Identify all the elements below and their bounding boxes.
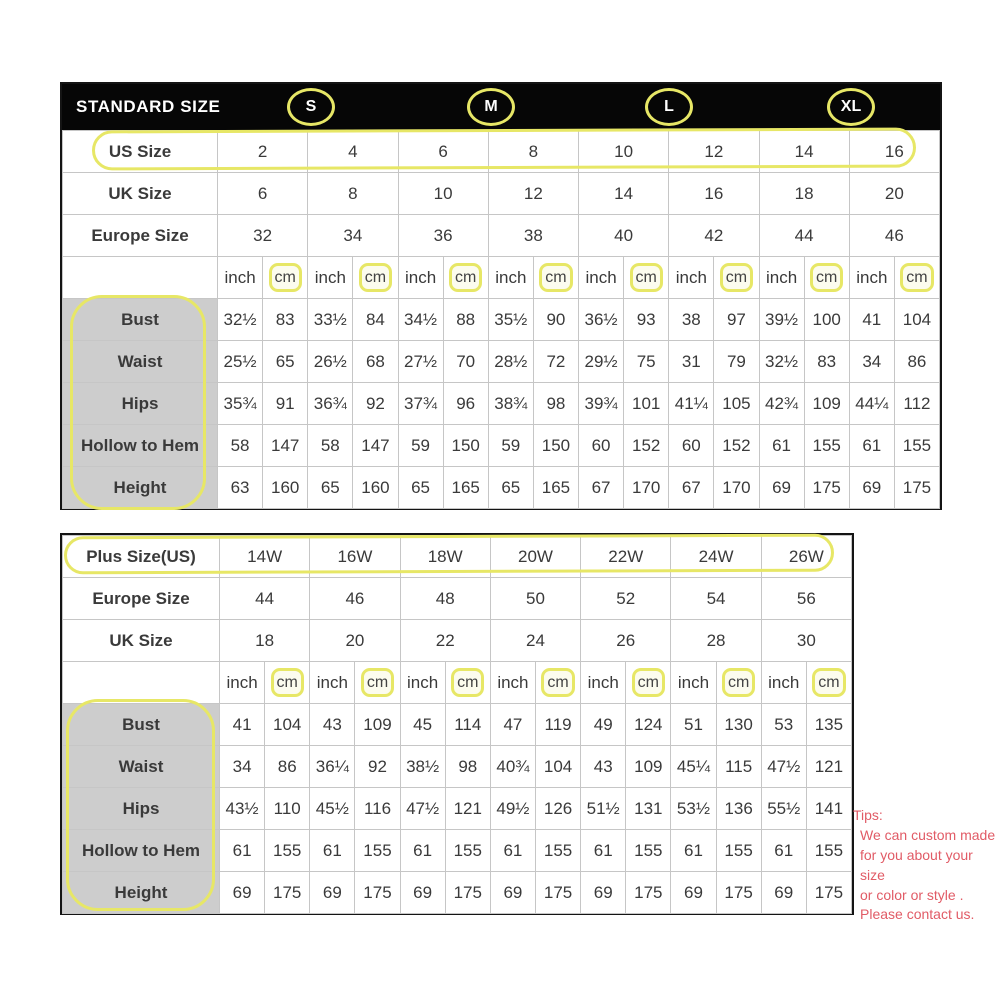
cm-unit-cell bbox=[714, 257, 759, 299]
size-value-cell: 18 bbox=[220, 620, 310, 662]
size-value-cell: 4 bbox=[308, 131, 398, 173]
cm-unit-cell bbox=[533, 257, 578, 299]
measurement-value-cell: 100 bbox=[804, 299, 849, 341]
measurement-value-cell: 131 bbox=[626, 788, 671, 830]
size-letter-circle-s: S bbox=[287, 88, 335, 126]
size-row-label: Europe Size bbox=[63, 578, 220, 620]
measurement-value-cell: 130 bbox=[716, 704, 761, 746]
measurement-value-cell: 32½ bbox=[759, 341, 804, 383]
size-value-cell: 56 bbox=[761, 578, 851, 620]
measurement-value-cell: 58 bbox=[308, 425, 353, 467]
cm-unit-cell bbox=[535, 662, 580, 704]
size-value-cell: 54 bbox=[671, 578, 761, 620]
measurement-value-cell: 69 bbox=[671, 872, 716, 914]
inch-unit-cell: inch bbox=[490, 662, 535, 704]
measurement-value-cell: 61 bbox=[849, 425, 894, 467]
size-value-cell: 44 bbox=[759, 215, 849, 257]
measurement-value-cell: 86 bbox=[894, 341, 939, 383]
inch-unit-cell: inch bbox=[400, 662, 445, 704]
size-row bbox=[63, 620, 852, 662]
size-value-cell: 10 bbox=[579, 131, 669, 173]
measurement-value-cell: 69 bbox=[220, 872, 265, 914]
cm-unit-cell bbox=[716, 662, 761, 704]
measurement-row bbox=[63, 467, 940, 509]
measurement-value-cell: 25½ bbox=[218, 341, 263, 383]
standard-size-title: STANDARD SIZE bbox=[76, 97, 221, 116]
measurement-value-cell: 53 bbox=[761, 704, 806, 746]
size-value-cell: 10 bbox=[398, 173, 488, 215]
measurement-value-cell: 53½ bbox=[671, 788, 716, 830]
cm-unit-cell bbox=[804, 257, 849, 299]
cm-highlight-box: cm bbox=[539, 263, 572, 292]
measurement-value-cell: 65 bbox=[263, 341, 308, 383]
measurement-value-cell: 141 bbox=[806, 788, 851, 830]
size-value-cell: 22W bbox=[581, 536, 671, 578]
measurement-row-label: Waist bbox=[63, 341, 218, 383]
measurement-value-cell: 41 bbox=[849, 299, 894, 341]
measurement-value-cell: 55½ bbox=[761, 788, 806, 830]
tips-line: for you about your size bbox=[860, 846, 973, 883]
cm-highlight-box: cm bbox=[361, 668, 394, 697]
measurement-value-cell: 124 bbox=[626, 704, 671, 746]
size-value-cell: 8 bbox=[308, 173, 398, 215]
measurement-value-cell: 155 bbox=[716, 830, 761, 872]
cm-unit-cell bbox=[806, 662, 851, 704]
measurement-value-cell: 155 bbox=[806, 830, 851, 872]
inch-unit-cell: inch bbox=[220, 662, 265, 704]
measurement-value-cell: 86 bbox=[265, 746, 310, 788]
measurement-value-cell: 51½ bbox=[581, 788, 626, 830]
size-value-cell: 24 bbox=[490, 620, 580, 662]
measurement-value-cell: 155 bbox=[804, 425, 849, 467]
measurement-value-cell: 121 bbox=[806, 746, 851, 788]
measurement-value-cell: 65 bbox=[488, 467, 533, 509]
measurement-row bbox=[63, 746, 852, 788]
cm-highlight-box: cm bbox=[900, 263, 933, 292]
measurement-value-cell: 60 bbox=[579, 425, 624, 467]
size-value-cell: 34 bbox=[308, 215, 398, 257]
size-value-cell: 20 bbox=[849, 173, 939, 215]
cm-highlight-box: cm bbox=[449, 263, 482, 292]
cm-unit-cell bbox=[263, 257, 308, 299]
measurement-value-cell: 47½ bbox=[761, 746, 806, 788]
measurement-row-label: Height bbox=[63, 467, 218, 509]
measurement-value-cell: 59 bbox=[488, 425, 533, 467]
cm-unit-cell bbox=[265, 662, 310, 704]
cm-unit-cell bbox=[894, 257, 939, 299]
inch-unit-cell: inch bbox=[671, 662, 716, 704]
measurement-value-cell: 150 bbox=[443, 425, 488, 467]
measurement-value-cell: 69 bbox=[490, 872, 535, 914]
measurement-value-cell: 61 bbox=[671, 830, 716, 872]
measurement-value-cell: 61 bbox=[400, 830, 445, 872]
measurement-value-cell: 136 bbox=[716, 788, 761, 830]
measurement-value-cell: 41 bbox=[220, 704, 265, 746]
size-value-cell: 28 bbox=[671, 620, 761, 662]
measurement-row-label: Hollow to Hem bbox=[63, 425, 218, 467]
measurement-value-cell: 72 bbox=[533, 341, 578, 383]
measurement-value-cell: 28½ bbox=[488, 341, 533, 383]
size-value-cell: 26W bbox=[761, 536, 851, 578]
size-letter-circle-m: M bbox=[467, 88, 515, 126]
measurement-value-cell: 110 bbox=[265, 788, 310, 830]
measurement-value-cell: 36½ bbox=[579, 299, 624, 341]
unit-row bbox=[63, 257, 940, 299]
measurement-value-cell: 51 bbox=[671, 704, 716, 746]
cm-highlight-box: cm bbox=[722, 668, 755, 697]
measurement-value-cell: 115 bbox=[716, 746, 761, 788]
size-value-cell: 18 bbox=[759, 173, 849, 215]
measurement-value-cell: 90 bbox=[533, 299, 578, 341]
inch-unit-cell: inch bbox=[669, 257, 714, 299]
unit-row bbox=[63, 662, 852, 704]
size-value-cell: 14 bbox=[759, 131, 849, 173]
size-value-cell: 42 bbox=[669, 215, 759, 257]
size-row bbox=[63, 578, 852, 620]
measurement-value-cell: 175 bbox=[535, 872, 580, 914]
size-value-cell: 32 bbox=[218, 215, 308, 257]
size-value-cell: 46 bbox=[849, 215, 939, 257]
size-value-cell: 14 bbox=[579, 173, 669, 215]
size-value-cell: 12 bbox=[488, 173, 578, 215]
measurement-row bbox=[63, 383, 940, 425]
measurement-value-cell: 160 bbox=[353, 467, 398, 509]
measurement-value-cell: 170 bbox=[714, 467, 759, 509]
measurement-value-cell: 109 bbox=[355, 704, 400, 746]
measurement-value-cell: 93 bbox=[624, 299, 669, 341]
measurement-value-cell: 40¾ bbox=[490, 746, 535, 788]
size-value-cell: 26 bbox=[581, 620, 671, 662]
measurement-value-cell: 104 bbox=[535, 746, 580, 788]
measurement-value-cell: 49 bbox=[581, 704, 626, 746]
measurement-value-cell: 34 bbox=[220, 746, 265, 788]
measurement-value-cell: 155 bbox=[355, 830, 400, 872]
measurement-row bbox=[63, 704, 852, 746]
size-value-cell: 30 bbox=[761, 620, 851, 662]
measurement-value-cell: 119 bbox=[535, 704, 580, 746]
inch-unit-cell: inch bbox=[310, 662, 355, 704]
measurement-value-cell: 69 bbox=[400, 872, 445, 914]
tips-line: We can custom made bbox=[860, 826, 996, 843]
inch-unit-cell: inch bbox=[218, 257, 263, 299]
measurement-value-cell: 91 bbox=[263, 383, 308, 425]
cm-unit-cell bbox=[626, 662, 671, 704]
measurement-value-cell: 150 bbox=[533, 425, 578, 467]
size-value-cell: 50 bbox=[490, 578, 580, 620]
measurement-row bbox=[63, 872, 852, 914]
measurement-row bbox=[63, 425, 940, 467]
measurement-value-cell: 83 bbox=[263, 299, 308, 341]
measurement-value-cell: 175 bbox=[355, 872, 400, 914]
measurement-value-cell: 112 bbox=[894, 383, 939, 425]
measurement-value-cell: 155 bbox=[265, 830, 310, 872]
measurement-value-cell: 44¼ bbox=[849, 383, 894, 425]
size-row-label: Europe Size bbox=[63, 215, 218, 257]
measurement-value-cell: 58 bbox=[218, 425, 263, 467]
measurement-value-cell: 147 bbox=[263, 425, 308, 467]
measurement-value-cell: 121 bbox=[445, 788, 490, 830]
measurement-value-cell: 69 bbox=[761, 872, 806, 914]
measurement-value-cell: 175 bbox=[445, 872, 490, 914]
inch-unit-cell: inch bbox=[761, 662, 806, 704]
cm-highlight-box: cm bbox=[812, 668, 845, 697]
measurement-value-cell: 96 bbox=[443, 383, 488, 425]
measurement-value-cell: 160 bbox=[263, 467, 308, 509]
standard-size-table bbox=[60, 82, 942, 510]
measurement-value-cell: 27½ bbox=[398, 341, 443, 383]
size-row-label: UK Size bbox=[63, 620, 220, 662]
size-value-cell: 16 bbox=[669, 173, 759, 215]
size-letter-circle-xl: XL bbox=[827, 88, 875, 126]
unit-row-empty-cell bbox=[63, 662, 220, 704]
size-value-cell: 12 bbox=[669, 131, 759, 173]
measurement-value-cell: 92 bbox=[353, 383, 398, 425]
size-value-cell: 46 bbox=[310, 578, 400, 620]
measurement-value-cell: 37¾ bbox=[398, 383, 443, 425]
size-value-cell: 36 bbox=[398, 215, 488, 257]
size-value-cell: 52 bbox=[581, 578, 671, 620]
cm-unit-cell bbox=[443, 257, 488, 299]
measurement-value-cell: 69 bbox=[849, 467, 894, 509]
size-value-cell: 8 bbox=[488, 131, 578, 173]
cm-highlight-box: cm bbox=[359, 263, 392, 292]
measurement-value-cell: 165 bbox=[533, 467, 578, 509]
inch-unit-cell: inch bbox=[849, 257, 894, 299]
measurement-value-cell: 63 bbox=[218, 467, 263, 509]
measurement-value-cell: 35¾ bbox=[218, 383, 263, 425]
inch-unit-cell: inch bbox=[398, 257, 443, 299]
measurement-value-cell: 38½ bbox=[400, 746, 445, 788]
measurement-value-cell: 98 bbox=[445, 746, 490, 788]
measurement-value-cell: 109 bbox=[804, 383, 849, 425]
measurement-value-cell: 43½ bbox=[220, 788, 265, 830]
size-row-label: US Size bbox=[63, 131, 218, 173]
measurement-value-cell: 170 bbox=[624, 467, 669, 509]
size-value-cell: 24W bbox=[671, 536, 761, 578]
size-value-cell: 18W bbox=[400, 536, 490, 578]
measurement-value-cell: 61 bbox=[581, 830, 626, 872]
cm-unit-cell bbox=[445, 662, 490, 704]
measurement-value-cell: 109 bbox=[626, 746, 671, 788]
measurement-value-cell: 105 bbox=[714, 383, 759, 425]
measurement-value-cell: 165 bbox=[443, 467, 488, 509]
size-value-cell: 6 bbox=[398, 131, 488, 173]
cm-highlight-box: cm bbox=[720, 263, 753, 292]
measurement-value-cell: 26½ bbox=[308, 341, 353, 383]
measurement-value-cell: 61 bbox=[490, 830, 535, 872]
measurement-value-cell: 41¼ bbox=[669, 383, 714, 425]
measurement-value-cell: 68 bbox=[353, 341, 398, 383]
measurement-value-cell: 65 bbox=[398, 467, 443, 509]
measurement-value-cell: 70 bbox=[443, 341, 488, 383]
measurement-value-cell: 98 bbox=[533, 383, 578, 425]
measurement-row bbox=[63, 299, 940, 341]
measurement-value-cell: 104 bbox=[894, 299, 939, 341]
plus-size-table bbox=[60, 533, 854, 915]
measurement-row bbox=[63, 341, 940, 383]
inch-unit-cell: inch bbox=[759, 257, 804, 299]
size-value-cell: 16 bbox=[849, 131, 939, 173]
size-row-label: Plus Size(US) bbox=[63, 536, 220, 578]
cm-highlight-box: cm bbox=[810, 263, 843, 292]
tips-line: or color or style . bbox=[860, 886, 964, 903]
cm-highlight-box: cm bbox=[451, 668, 484, 697]
measurement-value-cell: 84 bbox=[353, 299, 398, 341]
measurement-value-cell: 61 bbox=[759, 425, 804, 467]
measurement-value-cell: 34½ bbox=[398, 299, 443, 341]
cm-highlight-box: cm bbox=[632, 668, 665, 697]
measurement-value-cell: 43 bbox=[581, 746, 626, 788]
measurement-value-cell: 61 bbox=[310, 830, 355, 872]
measurement-value-cell: 61 bbox=[761, 830, 806, 872]
measurement-value-cell: 31 bbox=[669, 341, 714, 383]
cm-highlight-box: cm bbox=[271, 668, 304, 697]
measurement-value-cell: 45 bbox=[400, 704, 445, 746]
measurement-value-cell: 79 bbox=[714, 341, 759, 383]
cm-unit-cell bbox=[355, 662, 400, 704]
measurement-row-label: Waist bbox=[63, 746, 220, 788]
measurement-value-cell: 155 bbox=[535, 830, 580, 872]
measurement-value-cell: 35½ bbox=[488, 299, 533, 341]
measurement-value-cell: 61 bbox=[220, 830, 265, 872]
size-value-cell: 6 bbox=[218, 173, 308, 215]
inch-unit-cell: inch bbox=[579, 257, 624, 299]
measurement-value-cell: 65 bbox=[308, 467, 353, 509]
measurement-value-cell: 47½ bbox=[400, 788, 445, 830]
measurement-row-label: Hips bbox=[63, 788, 220, 830]
measurement-value-cell: 45½ bbox=[310, 788, 355, 830]
measurement-value-cell: 155 bbox=[894, 425, 939, 467]
measurement-value-cell: 67 bbox=[579, 467, 624, 509]
size-row bbox=[63, 131, 940, 173]
cm-highlight-box: cm bbox=[269, 263, 302, 292]
cm-highlight-box: cm bbox=[630, 263, 663, 292]
measurement-value-cell: 97 bbox=[714, 299, 759, 341]
inch-unit-cell: inch bbox=[581, 662, 626, 704]
measurement-row-label: Hollow to Hem bbox=[63, 830, 220, 872]
measurement-value-cell: 175 bbox=[626, 872, 671, 914]
size-letter-circle-l: L bbox=[645, 88, 693, 126]
measurement-value-cell: 75 bbox=[624, 341, 669, 383]
measurement-value-cell: 114 bbox=[445, 704, 490, 746]
cm-unit-cell bbox=[353, 257, 398, 299]
size-row-label: UK Size bbox=[63, 173, 218, 215]
measurement-value-cell: 175 bbox=[265, 872, 310, 914]
measurement-value-cell: 175 bbox=[806, 872, 851, 914]
size-value-cell: 2 bbox=[218, 131, 308, 173]
measurement-value-cell: 36¼ bbox=[310, 746, 355, 788]
measurement-value-cell: 67 bbox=[669, 467, 714, 509]
plus-size-grid bbox=[62, 535, 852, 914]
measurement-value-cell: 59 bbox=[398, 425, 443, 467]
measurement-value-cell: 43 bbox=[310, 704, 355, 746]
measurement-value-cell: 39¾ bbox=[579, 383, 624, 425]
measurement-value-cell: 152 bbox=[624, 425, 669, 467]
size-value-cell: 14W bbox=[220, 536, 310, 578]
measurement-value-cell: 155 bbox=[626, 830, 671, 872]
measurement-value-cell: 83 bbox=[804, 341, 849, 383]
measurement-value-cell: 175 bbox=[804, 467, 849, 509]
size-value-cell: 40 bbox=[579, 215, 669, 257]
measurement-row-label: Bust bbox=[63, 299, 218, 341]
measurement-value-cell: 60 bbox=[669, 425, 714, 467]
measurement-value-cell: 42¾ bbox=[759, 383, 804, 425]
size-value-cell: 44 bbox=[220, 578, 310, 620]
tips-line: Please contact us. bbox=[860, 906, 975, 923]
measurement-value-cell: 38¾ bbox=[488, 383, 533, 425]
measurement-value-cell: 47 bbox=[490, 704, 535, 746]
measurement-value-cell: 69 bbox=[581, 872, 626, 914]
size-row bbox=[63, 536, 852, 578]
measurement-row bbox=[63, 788, 852, 830]
size-value-cell: 38 bbox=[488, 215, 578, 257]
size-row bbox=[63, 173, 940, 215]
measurement-value-cell: 116 bbox=[355, 788, 400, 830]
measurement-value-cell: 38 bbox=[669, 299, 714, 341]
measurement-value-cell: 33½ bbox=[308, 299, 353, 341]
cm-highlight-box: cm bbox=[541, 668, 574, 697]
standard-size-grid bbox=[62, 130, 940, 509]
measurement-value-cell: 101 bbox=[624, 383, 669, 425]
measurement-value-cell: 104 bbox=[265, 704, 310, 746]
measurement-value-cell: 36¾ bbox=[308, 383, 353, 425]
measurement-value-cell: 49½ bbox=[490, 788, 535, 830]
measurement-value-cell: 155 bbox=[445, 830, 490, 872]
measurement-value-cell: 45¼ bbox=[671, 746, 716, 788]
size-row bbox=[63, 215, 940, 257]
measurement-value-cell: 29½ bbox=[579, 341, 624, 383]
measurement-row-label: Hips bbox=[63, 383, 218, 425]
measurement-value-cell: 147 bbox=[353, 425, 398, 467]
measurement-value-cell: 175 bbox=[894, 467, 939, 509]
measurement-value-cell: 34 bbox=[849, 341, 894, 383]
custom-made-tips-note bbox=[853, 806, 999, 925]
size-value-cell: 20W bbox=[490, 536, 580, 578]
measurement-row-label: Bust bbox=[63, 704, 220, 746]
measurement-value-cell: 88 bbox=[443, 299, 488, 341]
size-value-cell: 48 bbox=[400, 578, 490, 620]
measurement-row bbox=[63, 830, 852, 872]
standard-size-header bbox=[62, 84, 940, 130]
measurement-value-cell: 152 bbox=[714, 425, 759, 467]
unit-row-empty-cell bbox=[63, 257, 218, 299]
measurement-value-cell: 92 bbox=[355, 746, 400, 788]
measurement-value-cell: 39½ bbox=[759, 299, 804, 341]
size-value-cell: 22 bbox=[400, 620, 490, 662]
measurement-value-cell: 32½ bbox=[218, 299, 263, 341]
measurement-value-cell: 135 bbox=[806, 704, 851, 746]
inch-unit-cell: inch bbox=[488, 257, 533, 299]
measurement-row-label: Height bbox=[63, 872, 220, 914]
size-value-cell: 20 bbox=[310, 620, 400, 662]
size-value-cell: 16W bbox=[310, 536, 400, 578]
measurement-value-cell: 175 bbox=[716, 872, 761, 914]
tips-title: Tips: bbox=[853, 807, 883, 823]
inch-unit-cell: inch bbox=[308, 257, 353, 299]
measurement-value-cell: 69 bbox=[310, 872, 355, 914]
cm-unit-cell bbox=[624, 257, 669, 299]
measurement-value-cell: 69 bbox=[759, 467, 804, 509]
measurement-value-cell: 126 bbox=[535, 788, 580, 830]
